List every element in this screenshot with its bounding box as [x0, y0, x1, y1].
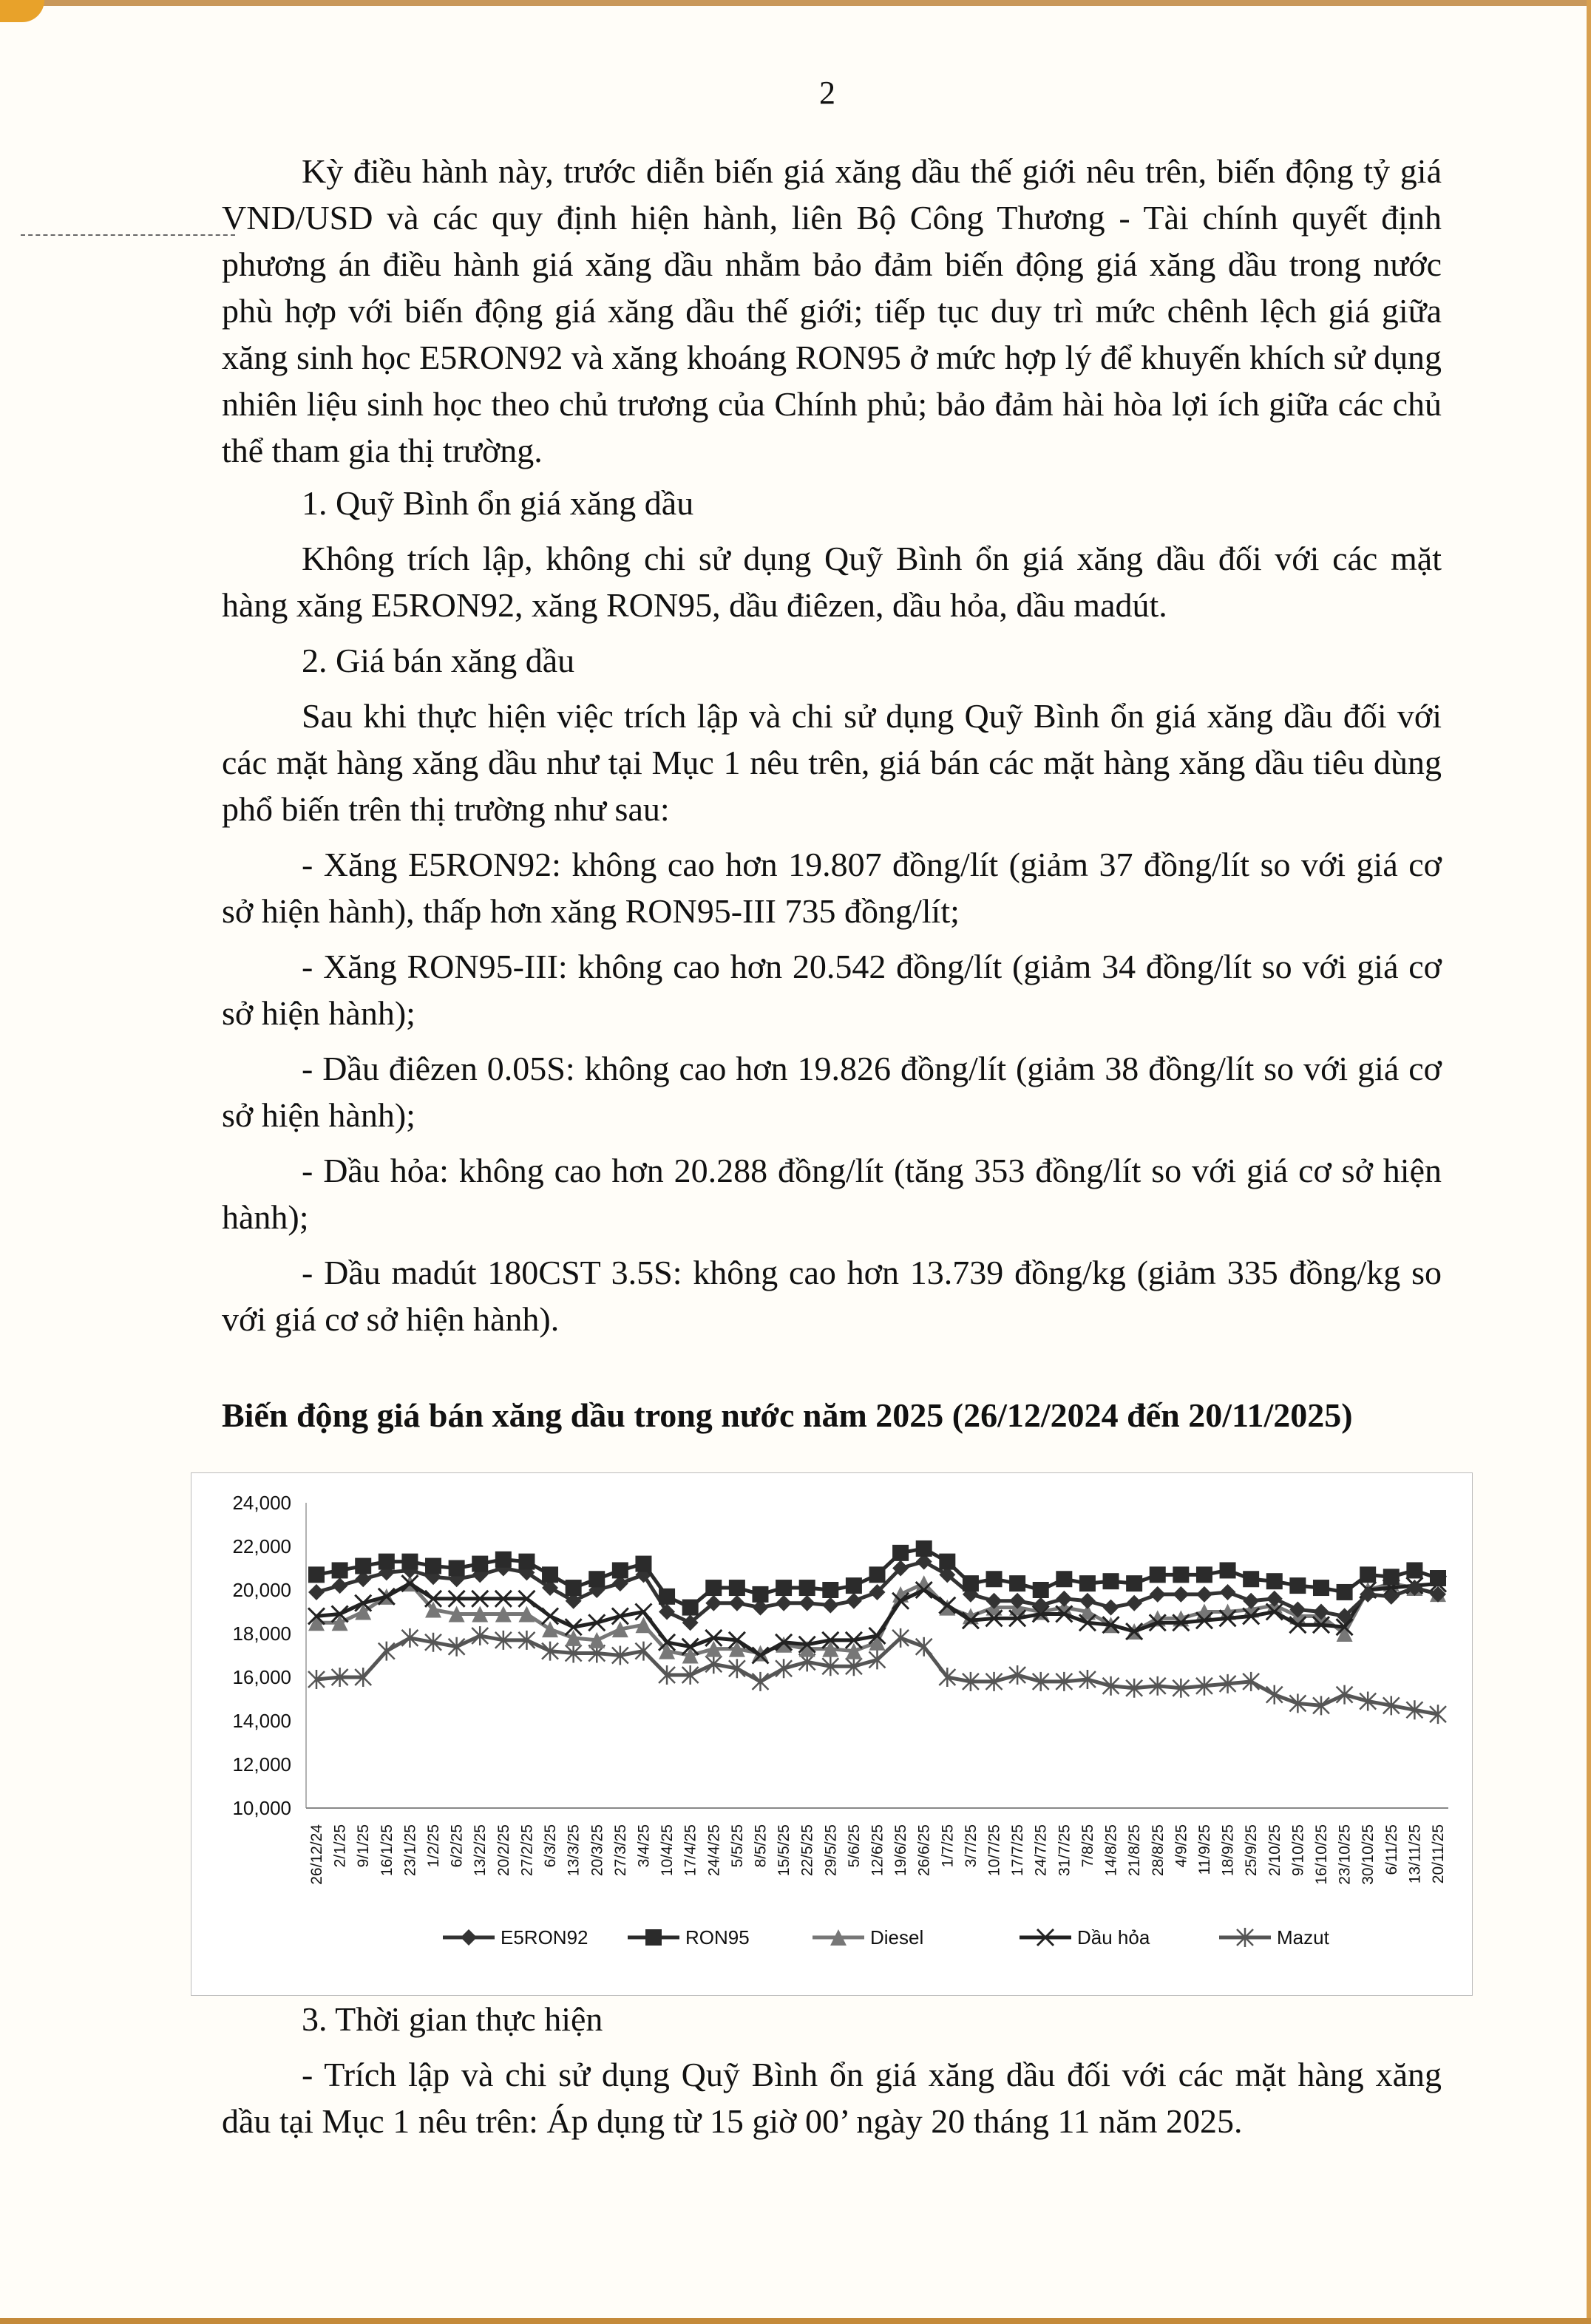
legend-item — [813, 1926, 923, 1948]
data-point-square — [682, 1600, 699, 1616]
data-point-asterisk — [916, 1637, 932, 1657]
data-point-square — [1009, 1575, 1025, 1591]
data-point-square — [916, 1540, 932, 1557]
data-point-diamond — [1266, 1591, 1283, 1607]
data-point-square — [1266, 1573, 1283, 1589]
x-tick-label: 18/9/25 — [1219, 1824, 1237, 1877]
data-point-square — [1103, 1573, 1119, 1589]
data-point-square — [612, 1562, 628, 1578]
x-tick-label: 2/10/25 — [1266, 1824, 1283, 1877]
x-tick-label: 3/7/25 — [962, 1824, 980, 1868]
data-point-square — [776, 1580, 792, 1596]
data-point-square — [705, 1580, 722, 1596]
x-tick-label: 26/12/24 — [308, 1824, 325, 1885]
x-tick-label: 6/2/25 — [448, 1824, 466, 1868]
data-point-square — [729, 1580, 745, 1596]
x-tick-label: 11/9/25 — [1195, 1824, 1213, 1875]
data-point-asterisk — [892, 1628, 909, 1648]
y-tick-label: 12,000 — [232, 1753, 291, 1776]
x-tick-label: 29/5/25 — [822, 1824, 840, 1877]
data-point-square — [1406, 1562, 1422, 1578]
x-tick-label: 13/2/25 — [472, 1824, 489, 1877]
data-point-square — [892, 1545, 909, 1561]
legend — [443, 1926, 1330, 1948]
data-point-diamond — [461, 1929, 477, 1946]
line-chart — [191, 1473, 1472, 1995]
legend-label: E5RON92 — [501, 1926, 588, 1948]
x-tick-label: 6/3/25 — [542, 1824, 560, 1868]
data-point-diamond — [308, 1584, 325, 1600]
legend-label: Mazut — [1277, 1926, 1329, 1948]
data-point-diamond — [822, 1597, 838, 1614]
data-point-square — [1243, 1571, 1259, 1587]
document-body-bottom — [222, 1996, 1442, 2144]
data-point-diamond — [1056, 1591, 1072, 1607]
data-point-square — [846, 1577, 862, 1594]
data-point-square — [472, 1556, 488, 1572]
data-point-square — [963, 1575, 979, 1591]
scan-edge-right — [1587, 0, 1591, 2324]
data-point-square — [1220, 1562, 1236, 1578]
data-point-diamond — [1220, 1584, 1236, 1600]
margin-guide-line — [21, 234, 235, 236]
section3-heading: 3. Thời gian thực hiện — [302, 2000, 603, 2038]
legend-item — [443, 1926, 588, 1948]
data-point-diamond — [846, 1593, 862, 1609]
x-tick-label: 9/1/25 — [355, 1824, 373, 1868]
x-tick-label: 5/5/25 — [728, 1824, 746, 1868]
price-item-kerosene: - Dầu hỏa: không cao hơn 20.288 đồng/lít (tăng 353 đồng/lít so với giá cơ sở hiện hành); — [222, 1152, 1442, 1236]
section1-body: Không trích lập, không chi sử dụng Quỹ Bình ổn giá xăng dầu đối với các mặt hàng xăng E5RON92, xăng RON95, dầu điêzen, dầu hỏa, dầu madút. — [222, 540, 1442, 624]
data-point-square — [1313, 1580, 1329, 1596]
y-tick-label: 24,000 — [232, 1492, 291, 1514]
x-tick-label: 23/10/25 — [1336, 1824, 1354, 1885]
data-point-square — [1430, 1570, 1446, 1586]
x-tick-label: 17/4/25 — [682, 1824, 699, 1877]
x-tick-label: 30/10/25 — [1360, 1824, 1377, 1885]
data-point-square — [1289, 1577, 1306, 1594]
x-tick-label: 20/11/25 — [1430, 1824, 1447, 1884]
x-tick-label: 31/7/25 — [1056, 1824, 1073, 1877]
x-tick-label: 16/1/25 — [378, 1824, 396, 1877]
legend-item — [1020, 1926, 1150, 1948]
y-tick-label: 22,000 — [232, 1535, 291, 1557]
data-point-square — [425, 1558, 441, 1574]
data-point-square — [518, 1554, 535, 1570]
data-point-square — [1337, 1584, 1353, 1600]
section2-body: Sau khi thực hiện việc trích lập và chi sử dụng Quỹ Bình ổn giá xăng dầu đối với các mặt hàng xăng dầu như tại Mục 1 nêu trên, giá bán các mặt hàng xăng dầu tiêu dùng phổ biến trên thị trường như sau: — [222, 697, 1442, 828]
data-point-diamond — [1150, 1586, 1166, 1603]
x-tick-label: 10/4/25 — [659, 1824, 676, 1877]
data-point-square — [588, 1571, 605, 1587]
legend-label: Diesel — [870, 1926, 924, 1948]
price-item-mazut: - Dầu madút 180CST 3.5S: không cao hơn 13.739 đồng/kg (giảm 335 đồng/kg so với giá cơ sở hiện hành). — [222, 1254, 1442, 1338]
x-tick-label: 5/6/25 — [845, 1824, 863, 1868]
x-tick-label: 13/3/25 — [565, 1824, 583, 1877]
data-point-square — [1079, 1575, 1096, 1591]
data-point-square — [939, 1554, 955, 1570]
data-point-square — [1150, 1566, 1166, 1583]
x-tick-label: 19/6/25 — [892, 1824, 910, 1877]
x-tick-label: 7/8/25 — [1079, 1824, 1096, 1868]
data-point-square — [308, 1566, 325, 1583]
x-tick-label: 23/1/25 — [401, 1824, 419, 1877]
legend-label: RON95 — [685, 1926, 750, 1948]
data-point-square — [332, 1562, 348, 1578]
x-tick-label: 15/5/25 — [776, 1824, 793, 1877]
data-point-square — [449, 1560, 465, 1577]
data-point-square — [1360, 1566, 1376, 1583]
data-point-diamond — [1103, 1600, 1119, 1616]
page-number: 2 — [819, 75, 835, 111]
x-tick-label: 22/5/25 — [798, 1824, 816, 1877]
x-tick-label: 13/11/25 — [1406, 1824, 1424, 1884]
data-point-square — [1173, 1566, 1189, 1583]
x-tick-label: 1/2/25 — [425, 1824, 443, 1868]
data-point-square — [635, 1556, 651, 1572]
x-tick-label: 28/8/25 — [1149, 1824, 1167, 1877]
x-tick-label: 21/8/25 — [1126, 1824, 1144, 1877]
data-point-square — [752, 1586, 768, 1603]
data-point-square — [822, 1582, 838, 1598]
x-tick-label: 20/3/25 — [588, 1824, 606, 1877]
x-tick-label: 27/2/25 — [518, 1824, 536, 1877]
document-body-top — [222, 148, 1442, 1342]
x-tick-label: 3/4/25 — [635, 1824, 653, 1868]
data-point-square — [401, 1554, 418, 1570]
x-tick-label: 14/8/25 — [1102, 1824, 1120, 1877]
data-point-square — [1383, 1569, 1400, 1585]
x-tick-label: 17/7/25 — [1009, 1824, 1027, 1877]
y-tick-label: 10,000 — [232, 1797, 291, 1819]
x-tick-label: 20/2/25 — [495, 1824, 512, 1877]
x-tick-label: 2/1/25 — [331, 1824, 349, 1868]
price-item-ron95: - Xăng RON95-III: không cao hơn 20.542 đồng/lít (giảm 34 đồng/lít so với giá cơ sở hiện hành); — [222, 948, 1442, 1032]
legend-item — [1219, 1926, 1330, 1948]
data-point-square — [566, 1580, 582, 1596]
data-point-square — [355, 1558, 371, 1574]
data-point-square — [799, 1580, 815, 1596]
x-tick-label: 24/4/25 — [705, 1824, 723, 1877]
y-axis — [232, 1492, 306, 1819]
data-point-diamond — [1079, 1593, 1096, 1609]
x-tick-label: 6/11/25 — [1383, 1824, 1400, 1875]
data-point-square — [379, 1554, 395, 1570]
legend-item — [628, 1926, 750, 1948]
data-point-asterisk — [379, 1642, 395, 1661]
data-point-square — [1126, 1575, 1142, 1591]
data-point-diamond — [1126, 1595, 1142, 1611]
x-tick-label: 1/7/25 — [939, 1824, 957, 1868]
x-tick-label: 16/10/25 — [1312, 1824, 1330, 1885]
x-tick-label: 8/5/25 — [752, 1824, 770, 1868]
legend-label: Dầu hỏa — [1077, 1926, 1150, 1948]
x-tick-label: 9/10/25 — [1289, 1824, 1307, 1877]
data-point-square — [869, 1566, 886, 1583]
data-point-square — [1033, 1582, 1049, 1598]
y-tick-label: 14,000 — [232, 1710, 291, 1732]
y-tick-label: 18,000 — [232, 1623, 291, 1645]
data-point-diamond — [729, 1595, 745, 1611]
data-point-square — [1056, 1571, 1072, 1587]
x-tick-label: 27/3/25 — [611, 1824, 629, 1877]
data-point-diamond — [776, 1595, 792, 1611]
chart-frame — [191, 1472, 1473, 1996]
data-point-diamond — [1243, 1593, 1259, 1609]
data-point-square — [986, 1571, 1003, 1587]
data-point-square — [659, 1589, 675, 1605]
section2-heading: 2. Giá bán xăng dầu — [302, 642, 575, 679]
y-tick-label: 20,000 — [232, 1579, 291, 1601]
price-item-e5ron92: - Xăng E5RON92: không cao hơn 19.807 đồng/lít (giảm 37 đồng/lít so với giá cơ sở hiện hành), thấp hơn xăng RON95-III 735 đồng/lít; — [222, 846, 1442, 930]
scan-edge-corner — [0, 0, 44, 22]
data-point-diamond — [799, 1595, 815, 1611]
x-tick-label: 12/6/25 — [869, 1824, 886, 1877]
x-tick-label: 4/9/25 — [1173, 1824, 1190, 1868]
data-point-asterisk — [1266, 1685, 1283, 1705]
data-point-square — [542, 1566, 558, 1583]
x-tick-label: 26/6/25 — [915, 1824, 933, 1877]
y-tick-label: 16,000 — [232, 1666, 291, 1688]
intro-paragraph: Kỳ điều hành này, trước diễn biến giá xăng dầu thế giới nêu trên, biến động tỷ giá VND/USD và các quy định hiện hành, liên Bộ Công Thương - Tài chính quyết định phương án điều hành giá xăng dầu nhằm bảo đảm biến động giá xăng dầu trong nước phù hợp với biến động giá xăng dầu thế giới; tiếp tục duy trì mức chênh lệch giá giữa xăng sinh học E5RON92 và xăng khoáng RON95 ở mức hợp lý để khuyến khích sử dụng nhiên liệu sinh học theo chủ trương của Chính phủ; bảo đảm hài hòa lợi ích giữa các chủ thể tham gia thị trường. — [222, 152, 1442, 469]
scan-edge-bottom — [0, 2318, 1591, 2324]
x-tick-label: 24/7/25 — [1032, 1824, 1050, 1877]
data-point-square — [495, 1552, 512, 1568]
section1-heading: 1. Quỹ Bình ổn giá xăng dầu — [302, 484, 694, 522]
data-point-square — [1196, 1566, 1212, 1583]
x-tick-label: 25/9/25 — [1243, 1824, 1261, 1877]
data-point-square — [645, 1929, 662, 1946]
section3-body: - Trích lập và chi sử dụng Quỹ Bình ổn giá xăng dầu đối với các mặt hàng xăng dầu tại Mục 1 nêu trên: Áp dụng từ 15 giờ 00’ ngày 20 tháng 11 năm 2025. — [222, 2056, 1442, 2140]
chart-title: Biến động giá bán xăng dầu trong nước năm 2025 (26/12/2024 đến 20/11/2025) — [222, 1396, 1353, 1434]
data-point-diamond — [1196, 1586, 1212, 1603]
x-tick-label: 10/7/25 — [986, 1824, 1003, 1877]
data-point-diamond — [1173, 1586, 1189, 1603]
data-point-asterisk — [752, 1672, 768, 1691]
x-axis — [306, 1808, 1448, 1885]
price-item-diesel: - Dầu điêzen 0.05S: không cao hơn 19.826 đồng/lít (giảm 38 đồng/lít so với giá cơ sở hiện hành); — [222, 1050, 1442, 1134]
data-point-diamond — [332, 1577, 348, 1594]
series-group — [308, 1540, 1446, 1724]
scan-edge-top — [0, 0, 1591, 6]
